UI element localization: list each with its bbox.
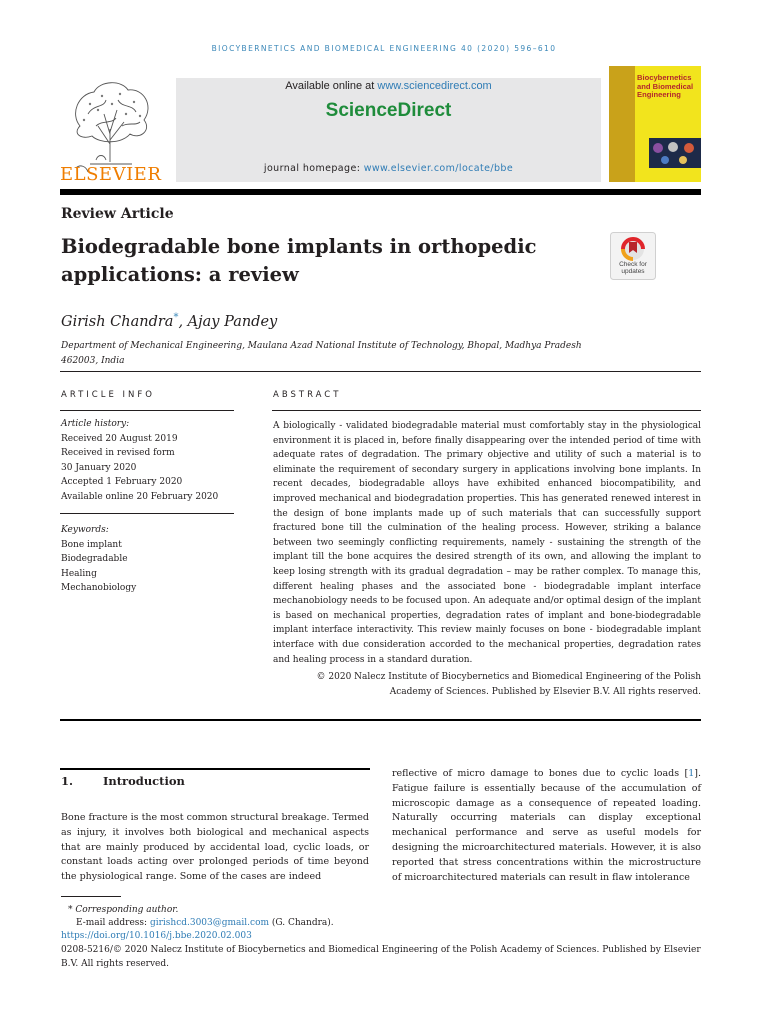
email-suffix: (G. Chandra).	[269, 918, 334, 928]
article-info-rule	[60, 410, 234, 411]
history-line: Accepted 1 February 2020	[61, 477, 183, 488]
intro-left-column: Bone fracture is the most common structural breakage. Termed as injury, it involves both biological and mechanical aspects that are mainly produced by accidental load, cyclic loads, or constant loads acting over prolonged periods of time beyond the physiological range. Some of the cases are indeed	[61, 812, 369, 883]
email-prefix: E-mail address:	[76, 918, 150, 928]
section-title: Introduction	[103, 774, 185, 788]
sciencedirect-link[interactable]: www.sciencedirect.com	[377, 80, 492, 92]
article-title	[61, 233, 581, 289]
email-line	[76, 916, 334, 930]
corresponding-author: * Corresponding author.	[68, 905, 179, 915]
email-link[interactable]: girishcd.3003@gmail.com	[149, 918, 270, 928]
doi-link[interactable]: https://doi.org/10.1016/j.bbe.2020.02.003	[61, 931, 252, 941]
running-header: BIOCYBERNETICS AND BIOMEDICAL ENGINEERING 40 (2020) 596–610	[211, 44, 557, 53]
keywords-rule	[60, 513, 234, 514]
issn-line	[61, 943, 701, 971]
elsevier-wordmark: ELSEVIER	[60, 164, 162, 185]
authors	[61, 312, 277, 330]
cover-title-line: Engineering	[637, 90, 681, 100]
title-line: applications: a review	[61, 263, 299, 286]
history-line: Available online 20 February 2020	[61, 491, 219, 502]
history-line: Received in revised form	[61, 448, 175, 459]
keyword: Healing	[61, 568, 97, 579]
journal-homepage	[176, 163, 601, 174]
sciencedirect-logo: ScienceDirect	[325, 100, 452, 121]
keyword: Mechanobiology	[61, 583, 137, 594]
history-label: Article history:	[61, 419, 130, 429]
doi-line	[61, 929, 252, 943]
check-updates-line: updates	[621, 268, 645, 275]
check-updates-line: Check for	[619, 261, 647, 268]
copyright-line: Academy of Sciences. Published by Elsevier B.V. All rights reserved.	[389, 686, 701, 697]
history-line: Received 20 August 2019	[61, 433, 178, 444]
check-for-updates-button[interactable]	[610, 232, 656, 280]
author-first: Girish Chandra	[61, 313, 174, 330]
abstract-rule	[272, 410, 701, 411]
cover-strip	[609, 66, 635, 182]
abstract-text: A biologically - validated biodegradable material must comfortably stay in the physiological environment it is placed in, before finally disappearing over the intended period of time with adequate rates of degradation. The primary objective and utility of such a material is to eliminate the requirement of secondary surgery in applications involving bone implants. In recent decades, biodegradable alloys have exhibited enhanced biocompatibility, and improved mechanical and biodegradation properties. This has generated renewed interest in the design of bone implants made up of such materials that can successfully support fractured bone till the culmination of the healing process. However, striking a balance between two seemingly conflicting requirements, namely - sustaining the strength of the implant till the bone acquires the desired strength of its own, and allowing the implant to keep losing strength with its gradual degradation – may be rather complex. To manage this, different healing phases and the associated bone - biodegradable implant interface mechanobiology needs to be focused upon. An adequate and/or optimal design of the implant is based on mechanical properties, degradation rates of implant and bone-biodegradable implant interface interactivity. This review mainly focuses on bone - biodegradable implant interface with due consideration accorded to the mechanical properties, degradation rates and healing process in a standard duration.	[273, 421, 701, 665]
article-history	[61, 417, 218, 505]
abstract-copyright	[273, 670, 701, 699]
cover-title-line: and Biomedical	[637, 81, 694, 91]
intro-rule	[60, 768, 370, 770]
intro-right-column	[392, 767, 701, 885]
cover-title-line: Biocybernetics	[637, 73, 692, 82]
copyright-line: © 2020 Nalecz Institute of Biocybernetics and Biomedical Engineering of the Polish	[316, 672, 701, 682]
cover-title	[637, 74, 699, 100]
issn-line-2: B.V. All rights reserved.	[61, 959, 169, 969]
title-line: Biodegradable bone implants in orthopedic	[61, 235, 537, 258]
right-text-rest: ]. Fatigue failure is essentially because of the accumulation of microscopic damage as a consequence of repeated loading. Naturally occurring materials can display exceptional mechanical performance and serve as useful models for designing the microarchitectured materials. However, it is also reported that stress concentrations within the microstructure of microarchitectured materials can result in flaw intolerance	[392, 768, 701, 883]
keyword: Bone implant	[61, 539, 122, 550]
header-rule	[60, 189, 701, 195]
reference-link[interactable]: 1	[688, 768, 695, 779]
issn-line-1: 0208-5216/© 2020 Nalecz Institute of Biocybernetics and Biomedical Engineering of the Polish Academy of Sciences. Published by Elsevier	[61, 945, 701, 955]
section-rule	[60, 719, 701, 721]
article-info-heading: ARTICLE INFO	[61, 390, 155, 400]
right-text-start: reflective of micro damage to bones due to cyclic loads [	[392, 768, 689, 779]
corresponding-star[interactable]: *	[173, 312, 179, 323]
journal-homepage-link[interactable]: www.elsevier.com/locate/bbe	[363, 163, 514, 174]
section-number: 1.	[61, 774, 74, 788]
affiliation-line: 462003, India	[61, 355, 125, 366]
affiliation-line: Department of Mechanical Engineering, Maulana Azad National Institute of Technology, Bhopal, Madhya Pradesh	[61, 341, 582, 351]
affiliation	[61, 339, 621, 368]
footnote-rule	[61, 896, 121, 897]
affiliation-rule	[60, 371, 701, 372]
history-line: 30 January 2020	[61, 462, 137, 473]
journal-cover	[609, 66, 701, 182]
cover-image	[649, 138, 701, 168]
article-type: Review Article	[61, 206, 174, 222]
keywords	[61, 523, 136, 596]
keywords-label: Keywords:	[61, 525, 109, 535]
available-prefix: Available online at	[285, 80, 378, 92]
available-online	[176, 80, 601, 92]
abstract-body	[273, 419, 701, 667]
abstract-heading: ABSTRACT	[273, 390, 342, 400]
keyword: Biodegradable	[61, 554, 128, 565]
homepage-prefix: journal homepage:	[263, 163, 364, 174]
intro-heading	[61, 774, 185, 788]
author-rest: , Ajay Pandey	[178, 313, 278, 330]
